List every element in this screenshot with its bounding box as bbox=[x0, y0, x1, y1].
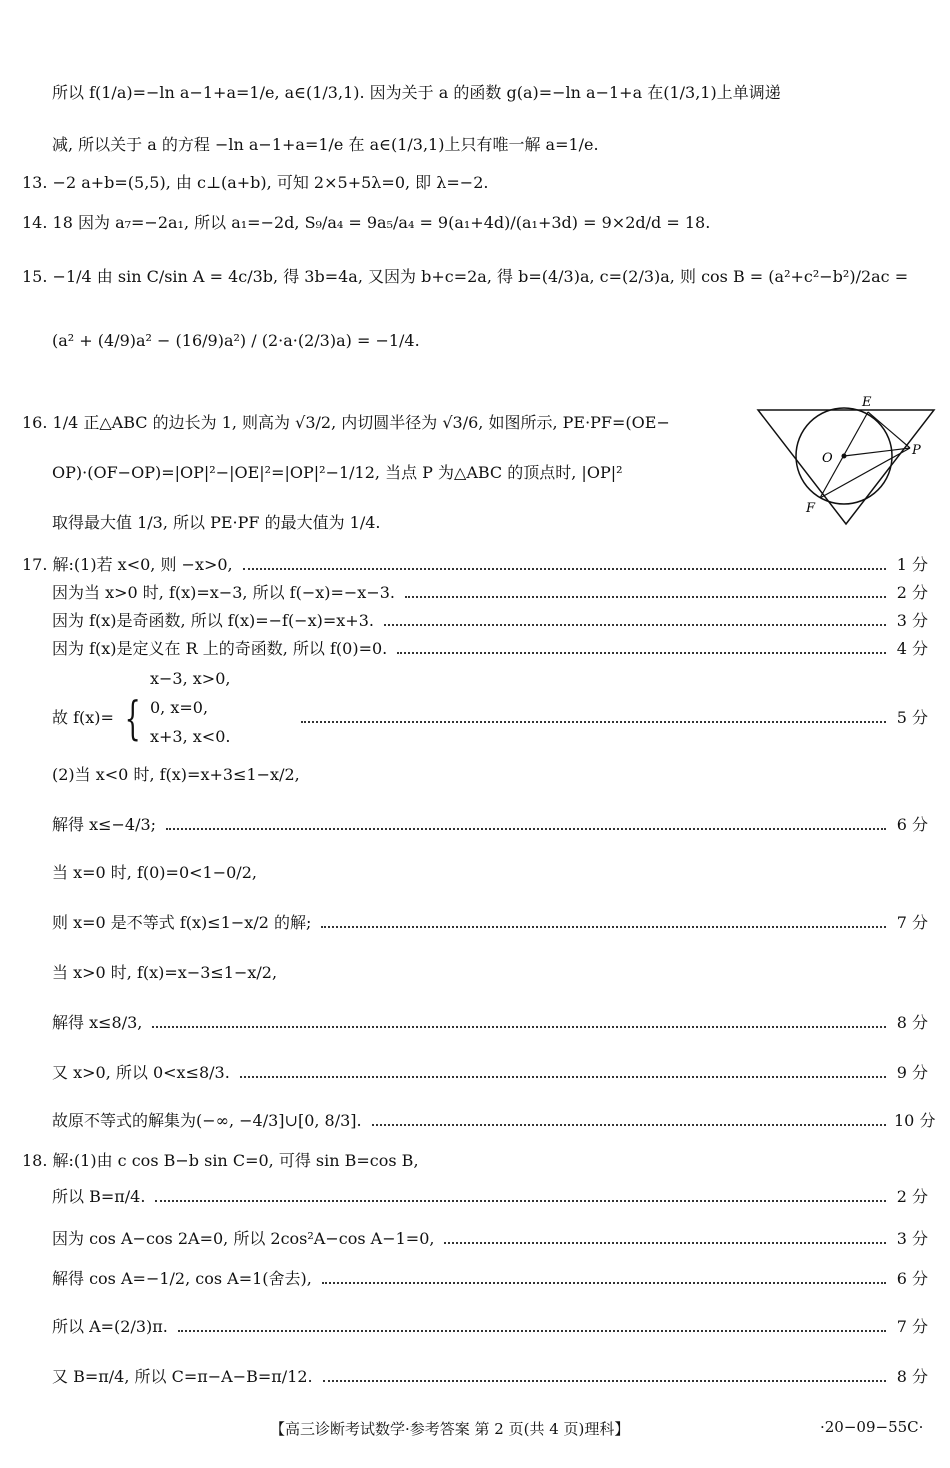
step-score: 8 分 bbox=[896, 1367, 928, 1386]
center-point-o bbox=[842, 454, 847, 459]
q17-step-1 bbox=[52, 582, 928, 604]
leader-dots bbox=[240, 1076, 886, 1078]
leader-dots bbox=[405, 596, 886, 598]
q17-step-7: 当 x=0 时, f(0)=0<1−0/2, bbox=[52, 863, 257, 882]
piecewise-case-2: 0, x=0, bbox=[150, 698, 209, 717]
leader-dots bbox=[323, 1380, 886, 1382]
leader-dots bbox=[243, 568, 886, 570]
step-text: 所以 B=π/4. bbox=[52, 1187, 146, 1206]
q15-line-2: (a² + (4/9)a² − (16/9)a²) / (2·a·(2/3)a) = −1/4. bbox=[52, 331, 420, 350]
q17-step-10 bbox=[52, 1012, 928, 1034]
q17-step-6 bbox=[52, 814, 928, 836]
label-f: F bbox=[806, 501, 816, 516]
step-text: 又 x>0, 所以 0<x≤8/3. bbox=[52, 1063, 230, 1082]
step-score: 6 分 bbox=[896, 1269, 928, 1288]
document-code: ·20−09−55C· bbox=[820, 1418, 924, 1436]
leader-dots bbox=[152, 1026, 886, 1028]
q18-step-5 bbox=[52, 1366, 928, 1388]
left-brace: { bbox=[124, 691, 141, 745]
step-score: 2 分 bbox=[896, 583, 928, 602]
q17-step-2 bbox=[52, 610, 928, 632]
q17-step-3 bbox=[52, 638, 928, 660]
step-score: 7 分 bbox=[896, 913, 928, 932]
step-score: 10 分 bbox=[894, 1111, 936, 1130]
leader-dots bbox=[166, 828, 886, 830]
label-p: P bbox=[912, 443, 921, 458]
step-text: 故 f(x)= bbox=[52, 708, 114, 727]
step-text: 所以 A=(2/3)π. bbox=[52, 1317, 168, 1336]
leader-dots bbox=[384, 624, 886, 626]
step-text: 17. 解:(1)若 x<0, 则 −x>0, bbox=[22, 555, 233, 574]
step-text: 解得 x≤8/3, bbox=[52, 1013, 143, 1032]
triangle-abc bbox=[758, 410, 934, 524]
leader-dots bbox=[321, 926, 886, 928]
step-text: 解得 cos A=−1/2, cos A=1(舍去), bbox=[52, 1269, 312, 1288]
q18-step-4 bbox=[52, 1316, 928, 1338]
step-score: 7 分 bbox=[896, 1317, 928, 1336]
inscribed-circle-figure bbox=[752, 392, 942, 532]
q16-line-3: 取得最大值 1/3, 所以 PE·PF 的最大值为 1/4. bbox=[52, 513, 381, 532]
piecewise-case-3: x+3, x<0. bbox=[150, 727, 231, 746]
step-text: 因为 f(x)是奇函数, 所以 f(x)=−f(−x)=x+3. bbox=[52, 611, 374, 630]
q12-line-2: 减, 所以关于 a 的方程 −ln a−1+a=1/e 在 a∈(1/3,1)上只有唯一解 a=1/e. bbox=[52, 135, 599, 154]
page-footer: 【高三诊断考试数学·参考答案 第 2 页(共 4 页)理科】 bbox=[270, 1420, 630, 1438]
q12-line-1: 所以 f(1/a)=−ln a−1+a=1/e, a∈(1/3,1). 因为关于 a 的函数 g(a)=−ln a−1+a 在(1/3,1)上单调递 bbox=[52, 83, 781, 102]
q17-step-12 bbox=[52, 1110, 936, 1132]
step-text: 解得 x≤−4/3; bbox=[52, 815, 157, 834]
step-text: 则 x=0 是不等式 f(x)≤1−x/2 的解; bbox=[52, 913, 312, 932]
leader-dots bbox=[155, 1200, 886, 1202]
step-text: 因为 f(x)是定义在 R 上的奇函数, 所以 f(0)=0. bbox=[52, 639, 388, 658]
q15-line-1: 15. −1/4 由 sin C/sin A = 4c/3b, 得 3b=4a, 又因为 b+c=2a, 得 b=(4/3)a, c=(2/3)a, 则 cos B = (a²+c²−b²)/2ac = bbox=[22, 267, 909, 286]
label-o: O bbox=[822, 451, 833, 466]
step-score: 6 分 bbox=[896, 815, 928, 834]
step-score: 4 分 bbox=[896, 639, 928, 658]
step-score: 1 分 bbox=[896, 555, 928, 574]
q17-step-8 bbox=[52, 912, 928, 934]
leader-dots bbox=[301, 721, 886, 723]
leader-dots bbox=[322, 1282, 886, 1284]
step-score: 9 分 bbox=[896, 1063, 928, 1082]
leader-dots bbox=[444, 1242, 886, 1244]
leader-dots bbox=[372, 1124, 886, 1126]
step-score: 2 分 bbox=[896, 1187, 928, 1206]
q17-step-5: (2)当 x<0 时, f(x)=x+3≤1−x/2, bbox=[52, 765, 300, 784]
q17-step-11 bbox=[52, 1062, 928, 1084]
step-score: 3 分 bbox=[896, 1229, 928, 1248]
step-score: 3 分 bbox=[896, 611, 928, 630]
step-text: 又 B=π/4, 所以 C=π−A−B=π/12. bbox=[52, 1367, 313, 1386]
step-text: 故原不等式的解集为(−∞, −4/3]∪[0, 8/3]. bbox=[52, 1111, 362, 1130]
step-score: 5 分 bbox=[896, 708, 928, 727]
q18-step-2 bbox=[52, 1228, 928, 1250]
q18-step-0: 18. 解:(1)由 c cos B−b sin C=0, 可得 sin B=cos B, bbox=[22, 1151, 419, 1170]
piecewise-case-1: x−3, x>0, bbox=[150, 669, 231, 688]
leader-dots bbox=[397, 652, 886, 654]
step-text: 因为 cos A−cos 2A=0, 所以 2cos²A−cos A−1=0, bbox=[52, 1229, 435, 1248]
label-e: E bbox=[862, 395, 872, 410]
q13-answer: 13. −2 a+b=(5,5), 由 c⊥(a+b), 可知 2×5+5λ=0, 即 λ=−2. bbox=[22, 173, 489, 192]
q18-step-1 bbox=[52, 1186, 928, 1208]
q16-line-1: 16. 1/4 正△ABC 的边长为 1, 则高为 √3/2, 内切圆半径为 √3/6, 如图所示, PE·PF=(OE− bbox=[22, 413, 670, 432]
step-score: 8 分 bbox=[896, 1013, 928, 1032]
q16-line-2: OP)·(OF−OP)=|OP|²−|OE|²=|OP|²−1/12, 当点 P 为△ABC 的顶点时, |OP|² bbox=[52, 463, 623, 482]
q14-answer: 14. 18 因为 a₇=−2a₁, 所以 a₁=−2d, S₉/a₄ = 9a₅/a₄ = 9(a₁+4d)/(a₁+3d) = 9×2d/d = 18. bbox=[22, 213, 711, 232]
q17-step-9: 当 x>0 时, f(x)=x−3≤1−x/2, bbox=[52, 963, 278, 982]
q18-step-3 bbox=[52, 1268, 928, 1290]
q17-step-0 bbox=[22, 554, 928, 576]
leader-dots bbox=[178, 1330, 886, 1332]
segment-pe bbox=[868, 412, 910, 448]
step-text: 因为当 x>0 时, f(x)=x−3, 所以 f(−x)=−x−3. bbox=[52, 583, 396, 602]
